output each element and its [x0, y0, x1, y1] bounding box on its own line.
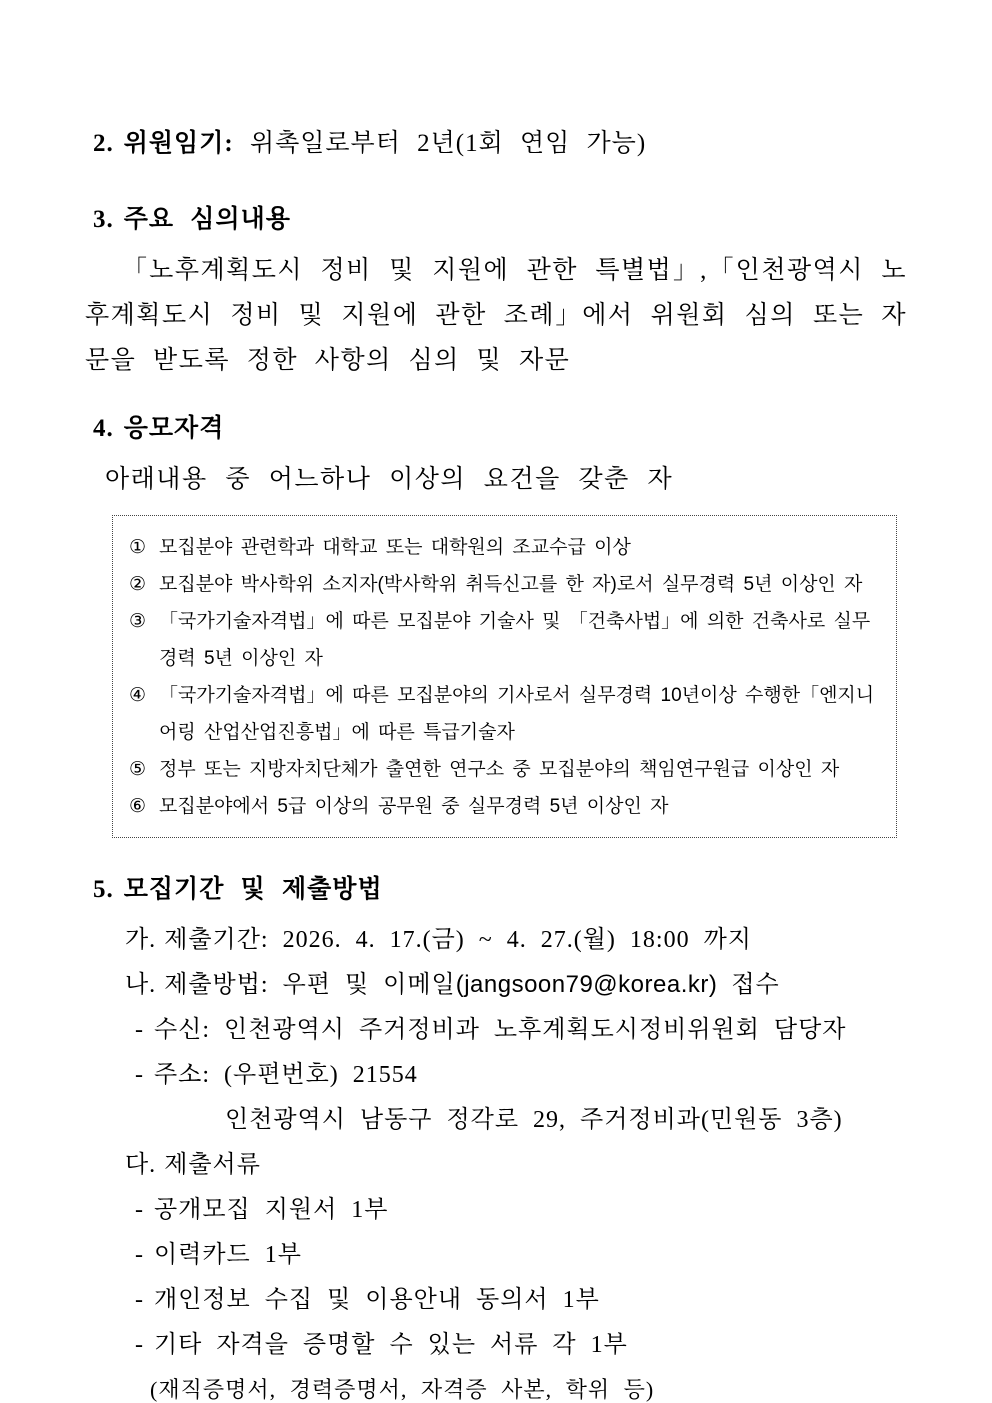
qualification-text: 「국가기술자격법」에 따른 모집분야의 기사로서 실무경력 10년이상 수행한「엔지니어링 산업산업진흥법」에 따른 특급기술자 [159, 685, 875, 743]
dash-bullet: - [135, 1062, 144, 1088]
document-note: (재직증명서, 경력증명서, 자격증 사본, 학위 등) [150, 1377, 655, 1402]
address-line-2: 인천광역시 남동구 정각로 29, 주거정비과(민원동 3층) [225, 1107, 843, 1133]
circled-number-6: ⑥ [129, 796, 147, 817]
document-item [135, 1329, 934, 1361]
section-4-heading [93, 413, 934, 445]
document-text: 이력카드 1부 [154, 1242, 302, 1268]
recipient-line [135, 1014, 934, 1046]
section-2-number: 2. [93, 130, 114, 157]
address-line [135, 1059, 934, 1091]
item-label-da: 다. [125, 1152, 157, 1178]
item-label-na: 나. [125, 972, 157, 998]
qualification-box [112, 515, 897, 838]
submission-method-line [125, 969, 934, 1001]
qualification-text: 모집분야 관련학과 대학교 또는 대학원의 조교수급 이상 [159, 537, 631, 558]
section-5-title: 모집기간 및 제출방법 [123, 876, 383, 903]
dash-bullet: - [135, 1017, 144, 1043]
section-4-intro: 아래내용 중 어느하나 이상의 요건을 갖춘 자 [105, 466, 674, 493]
section-4-number: 4. [93, 415, 114, 442]
circled-number-1: ① [129, 537, 147, 558]
circled-number-2: ② [129, 574, 147, 595]
section-2-text: 위촉일로부터 2년(1회 연임 가능) [249, 130, 647, 157]
qualification-text: 「국가기술자격법」에 따른 모집분야 기술사 및 「건축사법」에 의한 건축사로 실무경력 5년 이상인 자 [159, 611, 871, 669]
section-3-number: 3. [93, 206, 114, 233]
dash-bullet: - [135, 1287, 144, 1313]
required-documents-line [125, 1149, 934, 1181]
document-item [135, 1284, 934, 1316]
submission-period-line [125, 924, 934, 956]
email-address: (jangsoon79@korea.kr) [455, 971, 718, 998]
qualification-item [129, 529, 882, 566]
circled-number-5: ⑤ [129, 759, 147, 780]
qualification-text: 모집분야 박사학위 소지자(박사학위 취득신고를 한 자)로서 실무경력 5년 이상인 자 [159, 574, 863, 595]
section-5-number: 5. [93, 876, 114, 903]
section-2-title: 위원임기: [123, 130, 234, 157]
qualification-item [129, 788, 882, 825]
circled-number-4: ④ [129, 685, 147, 706]
document-item [135, 1239, 934, 1271]
document-text: 개인정보 수집 및 이용안내 동의서 1부 [154, 1287, 600, 1313]
section-3-heading [93, 204, 934, 236]
dash-bullet: - [135, 1197, 144, 1223]
section-4-title: 응모자격 [123, 415, 225, 442]
section-2-heading [93, 128, 934, 160]
section-3-title: 주요 심의내용 [123, 206, 291, 233]
submission-method-text: 제출방법: 우편 및 이메일 [164, 972, 456, 998]
dash-bullet: - [135, 1242, 144, 1268]
qualification-item [129, 603, 882, 677]
circled-number-3: ③ [129, 611, 147, 632]
qualification-text: 정부 또는 지방자치단체가 출연한 연구소 중 모집분야의 책임연구원급 이상인 자 [159, 759, 840, 780]
qualification-item [129, 566, 882, 603]
dash-bullet: - [135, 1332, 144, 1358]
submission-method-suffix: 접수 [731, 972, 780, 998]
section-5-heading [93, 874, 934, 906]
document-text: 기타 자격을 증명할 수 있는 서류 각 1부 [154, 1332, 628, 1358]
address-text: 주소: (우편번호) 21554 [154, 1062, 418, 1088]
submission-period-text: 제출기간: 2026. 4. 17.(금) ~ 4. 27.(월) 18:00 까지 [164, 927, 752, 953]
required-documents-text: 제출서류 [164, 1152, 261, 1178]
document-text: 공개모집 지원서 1부 [154, 1197, 389, 1223]
document-item [135, 1194, 934, 1226]
qualification-item [129, 677, 882, 751]
qualification-item [129, 751, 882, 788]
section-3-body: 「노후계획도시 정비 및 지원에 관한 특별법」,「인천광역시 노후계획도시 정비 및 지원에 관한 조례」에서 위원회 심의 또는 자문을 받도록 정한 사항의 심의 및 자문 [85, 257, 907, 374]
recipient-text: 수신: 인천광역시 주거정비과 노후계획도시정비위원회 담당자 [154, 1017, 847, 1043]
qualification-text: 모집분야에서 5급 이상의 공무원 중 실무경력 5년 이상인 자 [159, 796, 669, 817]
item-label-ga: 가. [125, 927, 157, 953]
